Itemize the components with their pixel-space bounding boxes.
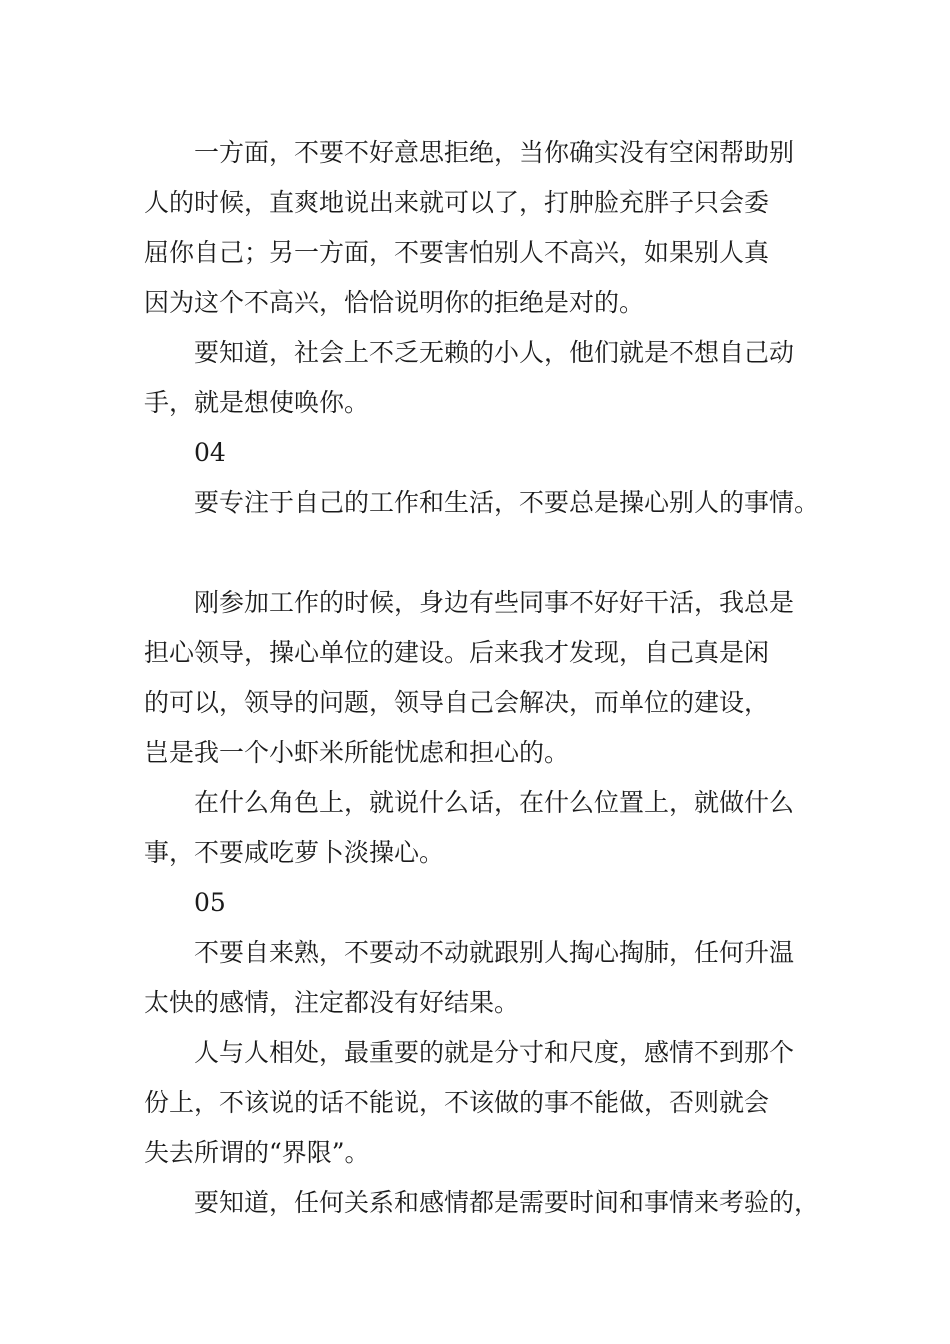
section-heading: 04 xyxy=(194,438,226,467)
text-line: 的可以，领导的问题，领导自己会解决，而单位的建设， xyxy=(144,688,770,717)
text-line: 人的时候，直爽地说出来就可以了，打肿脸充胖子只会委 xyxy=(144,188,770,217)
text-line: 要专注于自己的工作和生活，不要总是操心别人的事情。 xyxy=(194,488,820,517)
text-line: 一方面，不要不好意思拒绝，当你确实没有空闲帮助别 xyxy=(194,138,795,167)
text-line: 担心领导，操心单位的建设。后来我才发现，自己真是闲 xyxy=(144,638,770,667)
paragraph-role xyxy=(144,778,824,878)
text-line: 屈你自己；另一方面，不要害怕别人不高兴，如果别人真 xyxy=(144,238,770,267)
text-line: 手，就是想使唤你。 xyxy=(144,388,370,417)
text-line: 事，不要咸吃萝卜淡操心。 xyxy=(144,838,445,867)
paragraph-know-2 xyxy=(144,1178,824,1228)
section-heading: 05 xyxy=(194,888,226,917)
paragraph-know-1 xyxy=(144,328,824,428)
text-line: 刚参加工作的时候，身边有些同事不好好干活，我总是 xyxy=(194,588,795,617)
paragraph-focus xyxy=(144,478,824,528)
paragraph-work-start xyxy=(144,578,824,778)
text-line: 要知道，社会上不乏无赖的小人，他们就是不想自己动 xyxy=(194,338,795,367)
text-line: 不要自来熟，不要动不动就跟别人掏心掏肺，任何升温 xyxy=(194,938,795,967)
text-line: 失去所谓的“界限”。 xyxy=(144,1138,370,1167)
text-line: 份上，不该说的话不能说，不该做的事不能做，否则就会 xyxy=(144,1088,770,1117)
paragraph-refusal xyxy=(144,128,824,328)
text-line: 在什么角色上，就说什么话，在什么位置上，就做什么 xyxy=(194,788,795,817)
text-line: 因为这个不高兴，恰恰说明你的拒绝是对的。 xyxy=(144,288,645,317)
text-line: 人与人相处，最重要的就是分寸和尺度，感情不到那个 xyxy=(194,1038,795,1067)
text-line: 太快的感情，注定都没有好结果。 xyxy=(144,988,520,1017)
section-number-04 xyxy=(144,428,824,478)
paragraph-familiar xyxy=(144,928,824,1028)
text-line: 要知道，任何关系和感情都是需要时间和事情来考验的， xyxy=(194,1188,820,1217)
text-line: 岂是我一个小虾米所能忧虑和担心的。 xyxy=(144,738,570,767)
section-number-05 xyxy=(144,878,824,928)
document-body xyxy=(144,128,824,1228)
blank-line xyxy=(144,528,824,578)
paragraph-boundaries xyxy=(144,1028,824,1178)
